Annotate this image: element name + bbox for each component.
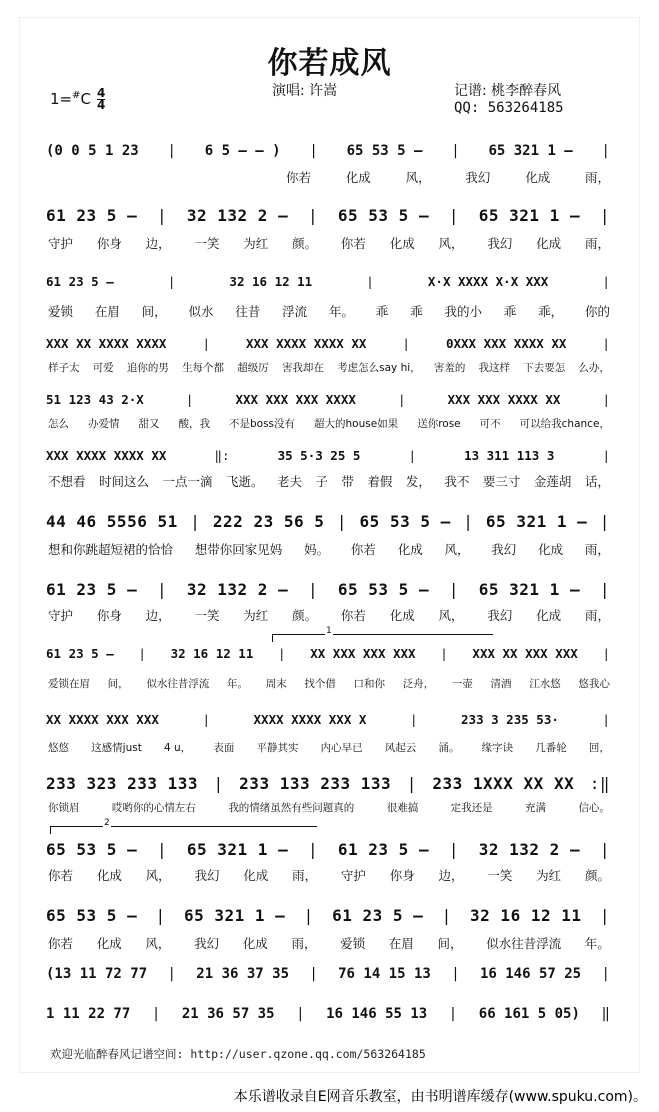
lyric-word: 一笑 [194,608,220,623]
lyric-word: 间， [141,304,167,319]
measure: 65 53 5 – [46,840,138,859]
first-ending-bracket [272,626,493,642]
lyric-word: 守护 [340,868,366,883]
lyric-word: 浮流 [282,304,308,319]
measure: 61 23 5 – [46,580,138,599]
qq-number: QQ: 563264185 [454,100,564,116]
lyric-word: 超大的house如果 [314,418,399,430]
lyric-word: 带 [341,474,354,489]
measure: 35 5·3 25 5 [277,448,361,463]
notation-line [46,774,610,793]
barline: | [307,206,319,225]
lyric-word: 在眉 [94,304,120,319]
measure: 65 53 5 – [346,143,423,159]
lyric-word: 似水往昔浮流 [146,678,210,690]
measure: 65 321 1 – [478,206,581,225]
barline: | [599,512,610,531]
lyric-word: 下去要怎 [523,362,566,374]
barline: | [366,274,374,289]
barline: | [202,712,210,727]
lyric-word: 口和你 [353,678,386,690]
lyric-word: 化成 [538,542,564,557]
measure: 65 321 1 – [485,512,588,531]
barline: | [278,646,286,661]
barline: | [409,712,418,727]
lyric-word: 信心。 [578,802,610,814]
barline: | [599,580,610,599]
barline: | [213,774,224,793]
lyric-word: 风， [438,608,464,623]
barline: | [307,840,319,859]
lyric-word: 风起云 [384,742,417,754]
lyric-word: 想带你回家见妈 [194,542,283,557]
measure: 61 23 5 – [337,840,430,859]
lyric-word: 边， [145,236,171,251]
lyric-word: 化成 [96,868,122,883]
lyric-word: 回， [588,742,610,754]
lyric-word: 我这样 [478,362,511,374]
measure: XXXX XXXX XXX X [253,712,367,727]
measure: 61 23 5 – [46,274,114,289]
lyric-word: 风， [405,170,431,185]
lyric-word: 一笑 [194,236,220,251]
notation-line [46,143,610,159]
lyric-word: 雨， [584,542,610,557]
lyric-word: 平静其实 [256,742,299,754]
lyric-word: 守护 [48,236,74,251]
measure: XXX XX XXX XXX [472,646,578,661]
measure: 233 133 233 133 [239,774,392,793]
lyric-word: 清酒 [490,678,512,690]
lyric-word: 样子太 [48,362,80,374]
lyric-line [48,302,610,320]
measure: 32 132 2 – [478,840,581,859]
lyric-word: 颜。 [292,608,318,623]
lyric-word: 涌。 [438,742,460,754]
lyric-word: 爱锁 [48,304,74,319]
barline: | [601,143,610,159]
measure: XXX XXXX XXXX XX [46,448,167,463]
lyric-word: 我幻 [194,936,220,951]
lyric-word: 话， [584,474,610,489]
measure: XXX XX XXXX XXXX [46,336,167,351]
lyric-line [48,360,610,375]
barline: | [448,580,459,599]
lyric-word: 4 u， [163,742,192,754]
barline: | [156,580,168,599]
lyric-word: 化成 [536,608,562,623]
lyric-word: 间， [107,678,129,690]
measure: 65 321 1 – [478,580,581,599]
lyric-word: 乖， [538,304,564,319]
lyric-word: 雨， [584,170,610,185]
measure: 51 123 43 2·X [46,392,144,407]
lyric-word: 为红 [243,236,269,251]
lyric-word: 间， [437,936,463,951]
lyric-word: 哎哟你的心情左右 [111,802,196,814]
measure: 16 146 55 13 [326,1006,428,1022]
lyric-word: 雨， [292,868,318,883]
barline: | [296,1006,305,1022]
barline: | [406,774,417,793]
lyric-word: 化成 [389,608,415,623]
lyric-word: 飞逝。 [225,474,264,489]
barline: | [601,966,610,982]
second-ending-bracket [50,818,317,834]
notation-line [46,392,610,407]
notation-line [46,906,610,925]
key-note: C [80,90,91,108]
barline: | [599,840,610,859]
lyric-word: 你身 [96,236,122,251]
lyric-word: 你若 [340,236,366,251]
lyric-line [48,234,610,252]
lyric-word: 要三寸 [482,474,521,489]
lyric-line [286,168,610,186]
barline: | [336,512,348,531]
measure: XXX XXXX XXXX XX [245,336,367,351]
barline: | [599,906,610,925]
lyric-word: 边， [438,868,464,883]
time-signature [97,88,105,111]
lyric-word: 内心早已 [320,742,363,754]
measure: 61 23 5 – [46,206,138,225]
lyric-word: 化成 [536,236,562,251]
barline: | [309,966,318,982]
measure: 65 53 5 – [359,512,451,531]
measure: 76 14 15 13 [338,966,431,982]
notation-line [46,966,610,982]
notation-line [46,580,610,599]
barline: | [441,906,452,925]
measure: XX XXX XXX XXX [310,646,416,661]
lyric-word: 化成 [525,170,551,185]
measure: 21 36 37 35 [196,966,289,982]
lyric-line [48,676,610,691]
lyric-word: 你若 [340,608,366,623]
lyric-word: 爱锁在眉 [48,678,90,690]
lyric-word: 风， [145,936,171,951]
measure: 6 5 – – ) [204,143,281,159]
lyric-word: 你若 [48,868,74,883]
lyric-word: 子 [315,474,328,489]
lyric-word: 生每个都 [182,362,225,374]
lyric-word: 送你rose [417,418,461,430]
second-ending-number: 2 [104,818,110,828]
lyric-line [48,866,610,884]
lyric-word: 乖 [410,304,423,319]
lyric-word: 一壶 [451,678,473,690]
notation-line [46,840,610,859]
lyric-word: 我的情绪虽然有些问题真的 [228,802,355,814]
lyric-word: 我幻 [194,868,220,883]
barline: | [599,206,610,225]
lyric-word: 化成 [243,868,269,883]
lyric-line [48,934,610,952]
barline: | [185,392,194,407]
measure: 65 53 5 – [46,906,138,925]
barline: | [156,840,168,859]
measure: 44 46 5556 51 [46,512,178,531]
measure: (0 0 5 1 23 [46,143,139,159]
notation-line [46,712,610,727]
measure: 21 36 57 35 [181,1006,275,1022]
lyric-word: 老夫 [276,474,302,489]
lyric-word: 我的小 [444,304,482,319]
measure: 65 53 5 – [337,206,430,225]
lyric-word: 一点一滴 [162,474,213,489]
measure: 32 132 2 – [186,206,289,225]
measure: 61 23 5 – [332,906,424,925]
lyric-line [48,416,610,431]
lyric-word: 雨， [584,608,610,623]
lyric-word: 周末 [265,678,287,690]
barline: | [309,143,318,159]
lyric-word: 守护 [48,608,74,623]
measure: 233 323 233 133 [46,774,198,793]
barline: | [138,646,146,661]
lyric-word: 乖 [375,304,389,319]
barline: | [397,392,406,407]
lyric-word: 乖 [503,304,517,319]
lyric-word: 追你的男 [126,362,169,374]
barline: | [602,336,610,351]
notation-line [46,336,610,351]
lyric-word: 甜又 [138,418,160,430]
barline: | [451,143,460,159]
lyric-word: 颜。 [584,868,610,883]
measure: 65 321 1 – [186,840,289,859]
lyric-word: 可以给我chance， [519,418,610,430]
lyric-line [48,740,610,755]
lyric-word: 风， [438,236,464,251]
lyric-word: 你锁眉 [48,802,80,814]
notation-line [46,512,610,531]
notation-line [46,1006,610,1022]
source-credit: 本乐谱收录自E网音乐教室，由书明谱库缓存(www.spuku.com)。 [233,1089,647,1105]
lyric-line [48,606,610,624]
measure: 66 161 5 05) [478,1006,580,1022]
barline: | [167,966,176,982]
lyric-word: 妈。 [304,542,330,557]
lyric-word: 年。 [584,936,610,951]
measure: X·X XXXX X·X XXX [427,274,549,289]
lyric-word: 泛舟， [402,678,435,690]
barline: ‖ [601,1006,610,1022]
barline: | [448,206,459,225]
lyric-word: 你身 [96,608,122,623]
lyric-line [48,540,610,558]
lyric-word: 可爱 [92,362,114,374]
lyric-word: 风， [444,542,470,557]
lyric-word: 我幻 [487,608,513,623]
lyric-word: 化成 [389,236,415,251]
lyric-word: 不想看 [48,474,86,489]
barline: | [451,966,460,982]
singer-credit: 演唱: 许嵩 [272,83,338,99]
barline: | [408,448,416,463]
barline: | [602,274,610,289]
song-title: 你若成风 [267,46,392,81]
measure: XXX XXX XXXX XX [447,392,561,407]
lyric-word: 酸，我 [178,418,210,430]
lyric-word: 江水悠 [529,678,561,690]
lyric-word: 很难搞 [386,802,419,814]
barline: :‖ [589,774,610,793]
measure: 16 146 57 25 [479,966,582,982]
lyric-word: 为红 [243,608,269,623]
lyric-word: 化成 [345,170,371,185]
lyric-word: 颜。 [292,236,318,251]
measure: 222 23 56 5 [212,512,325,531]
lyric-word: 你若 [48,936,74,951]
notation-credit: 记谱: 桃李醉春风 [454,83,562,99]
lyric-word: 爱锁 [340,936,366,951]
measure: 233 1XXX XX XX [432,774,575,793]
barline: | [602,712,610,727]
barline: | [167,274,176,289]
footer-visit-note: 欢迎光临醉春风记谱空间: http://user.qzone.qq.com/563264185 [50,1047,426,1061]
measure: 32 16 12 11 [229,274,313,289]
lyric-word: 怎么 [48,418,69,430]
lyric-word: 为红 [536,868,562,883]
lyric-word: 我幻 [491,542,517,557]
lyric-word: 在眉 [388,936,414,951]
time-signature-bottom: 4 [97,98,106,112]
lyric-word: 害我却在 [281,362,324,374]
measure: XXX XXX XXX XXXX [235,392,356,407]
barline: | [167,143,176,159]
lyric-word: 时间这么 [98,474,149,489]
lyric-word: 几番轮 [535,742,567,754]
barline: ‖: [214,448,230,463]
notation-line [46,274,610,289]
measure: 65 53 5 – [337,580,430,599]
lyric-word: 化成 [242,936,268,951]
barline: | [155,906,166,925]
lyric-word: 发， [405,474,431,489]
lyric-word: 似水往昔浮流 [486,936,562,951]
lyric-word: 定我还是 [450,802,493,814]
lyric-word: 一笑 [487,868,513,883]
key-signature [50,88,105,111]
barline: | [602,392,610,407]
lyric-word: 我幻 [487,236,513,251]
barline: | [156,206,168,225]
lyric-word: 化成 [96,936,122,951]
measure: 32 132 2 – [186,580,289,599]
measure: 32 16 12 11 [170,646,254,661]
lyric-word: 不是boss没有 [229,418,296,430]
lyric-word: 超级厉 [237,362,269,374]
lyric-word: 你若 [350,542,376,557]
lyric-word: 金莲胡 [533,474,572,489]
lyric-word: 缘字诀 [481,742,514,754]
measure: 61 23 5 – [46,646,114,661]
lyric-word: 我不 [444,474,470,489]
measure: 65 321 1 – [488,143,573,159]
barline: | [307,580,319,599]
lyric-word: 可不 [479,418,501,430]
measure: 233 3 235 53· [461,712,559,727]
lyric-word: 考虑怎么say hi， [337,362,421,374]
lyric-word: 表面 [213,742,235,754]
barline: | [448,840,459,859]
lyric-word: 你若 [286,170,312,185]
first-ending-number: 1 [326,626,332,636]
measure: 1 11 22 77 [46,1006,131,1022]
lyric-word: 年。 [227,678,249,690]
measure: (13 11 72 77 [46,966,148,982]
lyric-word: 悠悠 [48,742,69,754]
lyric-line [48,800,610,815]
notation-line [46,646,610,661]
notation-line [46,448,610,463]
lyric-word: 化成 [397,542,423,557]
barline: | [303,906,314,925]
lyric-word: 似水 [188,304,214,319]
lyric-line [48,472,610,490]
lyric-word: 想和你跳超短裙的恰恰 [48,542,174,557]
lyric-word: 充满 [525,802,547,814]
measure: 13 311 113 3 [464,448,555,463]
lyric-word: 这感情just [91,742,142,754]
key-prefix: 1= [50,90,73,108]
lyric-word: 往昔 [235,304,261,319]
lyric-word: 年。 [328,304,354,319]
barline: | [440,646,448,661]
lyric-word: 找个借 [304,678,336,690]
time-signature-top: 4 [97,86,106,100]
barline: | [602,448,610,463]
measure: 0XXX XXX XXXX XX [445,336,567,351]
lyric-word: 办爱情 [88,418,120,430]
lyric-word: 风， [145,868,171,883]
barline: | [151,1006,161,1022]
lyric-word: 悠我心 [578,678,610,690]
measure: 32 16 12 11 [470,906,582,925]
lyric-word: 你的 [584,304,610,319]
notation-line [46,206,610,225]
lyric-word: 我幻 [465,170,491,185]
measure: 65 321 1 – [183,906,286,925]
lyric-word: 么办， [578,362,610,374]
sharp-sign: # [72,90,81,101]
barline: | [463,512,474,531]
barline: | [402,336,410,351]
barline: | [448,1006,458,1022]
barline: | [190,512,201,531]
lyric-word: 着假 [367,474,393,489]
lyric-word: 雨， [291,936,317,951]
lyric-word: 边， [145,608,171,623]
lyric-word: 你身 [389,868,415,883]
barline: | [202,336,210,351]
barline: | [602,646,610,661]
lyric-word: 雨， [584,236,610,251]
measure: XX XXXX XXX XXX [46,712,159,727]
lyric-word: 害羞的 [433,362,466,374]
